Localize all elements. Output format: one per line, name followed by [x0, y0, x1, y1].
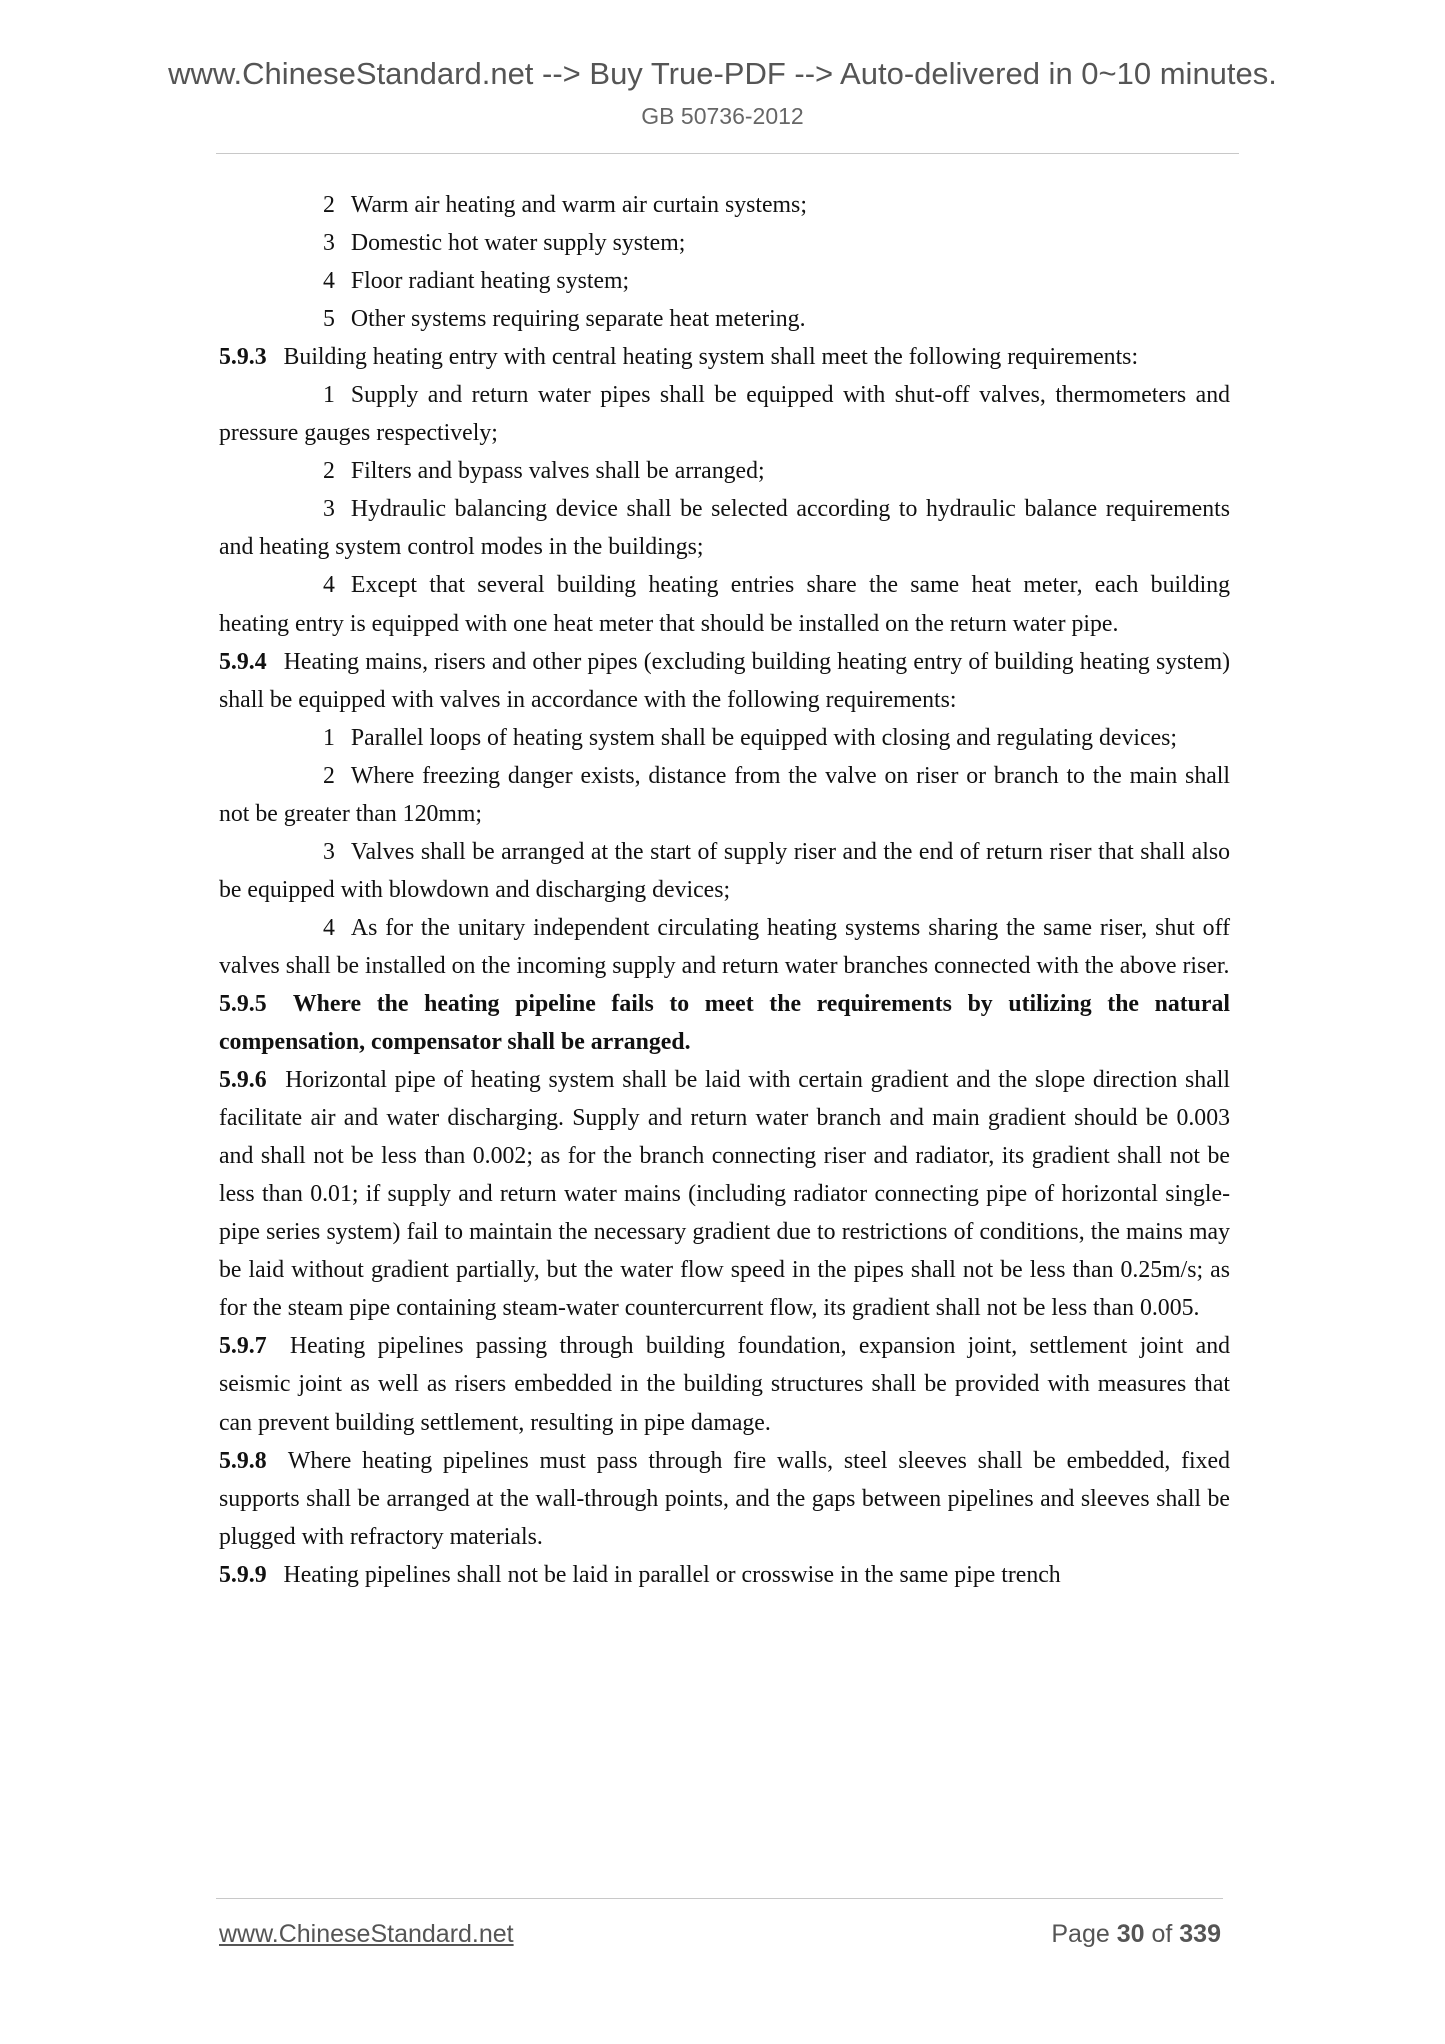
- list-item: 2 Filters and bypass valves shall be arranged;: [323, 458, 765, 485]
- clause-number: 5.9.7: [219, 1333, 267, 1360]
- list-item: 4 Floor radiant heating system;: [323, 268, 630, 295]
- clause-5-9-6: 5.9.6 Horizontal pipe of heating system shall be laid with certain gradient and the slope direction shall facilitate air and water discharging. Supply and return water branch and main gradient should be 0.003 and shall not be less than 0.002; as for the branch connecting riser and radiator, its gradient shall not be less than 0.01; if supply and return water mains (including radiator connecting pipe of horizontal single-pipe series system) fail to maintain the necessary gradient due to restrictions of conditions, the mains may be laid without gradient partially, but the water flow speed in the pipes shall not be less than 0.25m/s; as for the steam pipe containing steam-water countercurrent flow, its gradient shall not be less than 0.005.: [219, 1067, 1230, 1322]
- document-body: [219, 186, 1230, 1594]
- clause-number: 5.9.9: [219, 1561, 267, 1588]
- list-item: 1 Supply and return water pipes shall be equipped with shut-off valves, thermometers and pressure gauges respectively;: [219, 382, 1230, 447]
- page-indicator: Page 30 of 339: [1051, 1920, 1221, 1948]
- clause-number: 5.9.4: [219, 648, 267, 675]
- clause-5-9-8: 5.9.8 Where heating pipelines must pass through fire walls, steel sleeves shall be embedded, fixed supports shall be arranged at the wall-through points, and the gaps between pipelines and sleeves shall be plugged with refractory materials.: [219, 1447, 1230, 1550]
- clause-number: 5.9.3: [219, 344, 267, 371]
- list-item: 3 Valves shall be arranged at the start of supply riser and the end of return riser that shall also be equipped with blowdown and discharging devices;: [219, 838, 1230, 903]
- current-page: 30: [1116, 1920, 1145, 1948]
- clause-5-9-7: 5.9.7 Heating pipelines passing through building foundation, expansion joint, settlement joint and seismic joint as well as risers embedded in the building structures shall be provided with measures that can prevent building settlement, resulting in pipe damage.: [219, 1333, 1230, 1436]
- list-item: 3 Hydraulic balancing device shall be selected according to hydraulic balance requirements and heating system control modes in the buildings;: [219, 496, 1230, 561]
- list-item: 4 As for the unitary independent circulating heating systems sharing the same riser, shut off valves shall be installed on the incoming supply and return water branches connected with the above riser.: [219, 914, 1230, 979]
- total-pages: 339: [1179, 1920, 1221, 1948]
- list-item: 2 Warm air heating and warm air curtain systems;: [323, 192, 807, 218]
- footer-site-link[interactable]: www.ChineseStandard.net: [219, 1920, 514, 1948]
- clause-5-9-4: 5.9.4 Heating mains, risers and other pipes (excluding building heating entry of building heating system) shall be equipped with valves in accordance with the following requirements:: [219, 648, 1231, 713]
- clause-5-9-5: 5.9.5 Where the heating pipeline fails to meet the requirements by utilizing the natural compensation, compensator shall be arranged.: [219, 990, 1230, 1056]
- header-divider: [216, 153, 1239, 154]
- standard-number: GB 50736-2012: [641, 103, 804, 129]
- clause-5-9-3: 5.9.3 Building heating entry with central heating system shall meet the following requirements:: [219, 344, 1139, 371]
- clause-number: 5.9.5: [219, 990, 267, 1017]
- clause-number: 5.9.6: [219, 1067, 267, 1094]
- clause-5-9-9: 5.9.9 Heating pipelines shall not be laid in parallel or crosswise in the same pipe trench: [219, 1561, 1061, 1588]
- list-item: 4 Except that several building heating entries share the same heat meter, each building heating entry is equipped with one heat meter that should be installed on the return water pipe.: [219, 572, 1230, 637]
- list-item: 3 Domestic hot water supply system;: [323, 230, 686, 257]
- footer-divider: [216, 1898, 1223, 1899]
- list-item: 2 Where freezing danger exists, distance from the valve on riser or branch to the main shall not be greater than 120mm;: [219, 762, 1230, 827]
- clause-number: 5.9.8: [219, 1447, 267, 1474]
- list-item: 5 Other systems requiring separate heat metering.: [323, 306, 806, 333]
- header-title[interactable]: www.ChineseStandard.net --> Buy True-PDF --> Auto-delivered in 0~10 minutes.: [168, 56, 1277, 91]
- list-item: 1 Parallel loops of heating system shall be equipped with closing and regulating devices;: [323, 724, 1177, 751]
